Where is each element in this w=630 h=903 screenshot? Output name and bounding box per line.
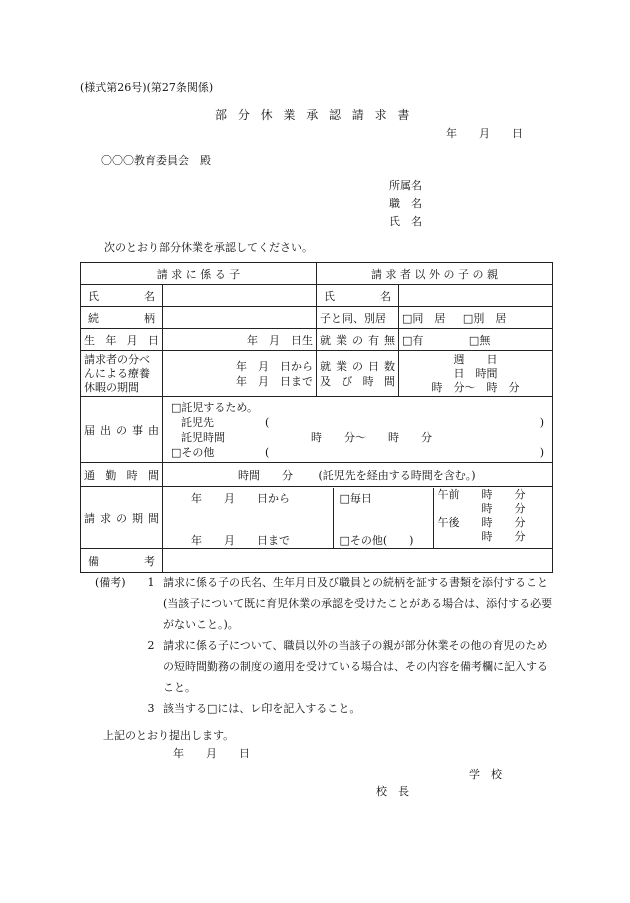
reason-other-close: ) [539, 445, 545, 459]
same-sep-label: 子と同、別居 [317, 307, 399, 329]
period-to: 年 月 日まで [191, 533, 290, 547]
form-number: (様式第26号)(第27条関係) [80, 81, 214, 94]
same-residence-checkbox[interactable]: □同 居 [402, 311, 446, 325]
reason-childcare-checkbox[interactable]: □託児するため。 [171, 400, 258, 414]
employment-label: 就業の有無 [320, 333, 396, 347]
remarks-field[interactable] [163, 549, 553, 573]
nursing-label-3: 休暇の期間 [84, 380, 139, 394]
work-days-field[interactable] [399, 351, 553, 397]
name-label: 氏 名 [389, 215, 422, 228]
reason-time-label: 託児時間 [181, 430, 225, 444]
reason-label: 届出の事由 [84, 423, 159, 437]
nursing-to: 年 月 日まで [236, 374, 314, 388]
work-days-time: 時 分〜 時 分 [431, 380, 520, 394]
am-time-1: 時 分 [481, 487, 526, 501]
commute-field[interactable] [163, 463, 553, 487]
principal-label: 校 長 [376, 785, 409, 798]
notes-label: (備考) [95, 576, 126, 589]
employment-no-checkbox[interactable]: □無 [468, 333, 491, 347]
nursing-label-2: んによる療養 [84, 366, 150, 380]
period-daily-checkbox[interactable]: □毎日 [339, 491, 372, 505]
note-text-1: 請求に係る子の氏名、生年月日及び職員との続柄を証する書類を添付すること(当該子について既に育児休業の承認を受けたことがある場合は、添付する必要がないこと。)。 [163, 576, 553, 631]
parent-name-field[interactable] [399, 285, 553, 307]
nursing-from: 年 月 日から [236, 359, 314, 373]
notes-section [95, 572, 557, 719]
reason-place-label: 託児先 [181, 415, 214, 429]
work-days-label-1: 就業の日数 [320, 359, 396, 373]
commute-note: (託児先を経由する時間を含む。) [318, 468, 476, 482]
period-times-field[interactable] [433, 488, 552, 548]
note-text-2: 請求に係る子について、職員以外の当該子の親が部分休業その他の育児のための短時間勤務の制度の適用を受けている場合は、その内容を備考欄に記入すること。 [163, 639, 548, 694]
period-subtable [163, 488, 552, 548]
work-days-day: 日 時間 [453, 366, 498, 380]
note-text-3: 該当する□には、レ印を記入すること。 [163, 702, 361, 715]
school-label: 学 校 [469, 768, 502, 781]
period-label: 請求の期間 [84, 511, 159, 525]
form-title: 部分休業承認請求書 [215, 108, 421, 122]
remarks-label: 備考 [88, 554, 155, 568]
commute-value: 時間 分 [238, 468, 293, 482]
relation-label: 続柄 [88, 311, 155, 325]
period-other-checkbox[interactable]: □その他( ) [339, 533, 414, 547]
child-name-field[interactable] [163, 285, 317, 307]
note-item: 2 請求に係る子について、職員以外の当該子の親が部分休業その他の育児のための短時間勤務の制度の適用を受けている場合は、その内容を備考欄に記入すること。 [139, 635, 557, 698]
reason-place-close: ) [539, 415, 545, 429]
pm-time-1: 時 分 [481, 515, 526, 529]
am-time-2: 時 分 [481, 501, 526, 515]
affiliation-label: 所属名 [389, 179, 422, 192]
note-item: 1 請求に係る子の氏名、生年月日及び職員との続柄を証する書類を添付すること(当該子について既に育児休業の承認を受けたことがある場合は、添付する必要がないこと。)。 [139, 572, 557, 635]
request-form-table [80, 262, 553, 573]
nursing-label-1: 請求者の分べ [84, 352, 150, 366]
reason-time-value: 時 分〜 時 分 [311, 430, 432, 444]
employment-yes-checkbox[interactable]: □有 [402, 333, 424, 347]
pm-label: 午後 [437, 515, 460, 529]
nursing-period-field[interactable] [163, 351, 317, 397]
date-line: 年 月 日 [446, 127, 523, 140]
work-days-week: 週 日 [453, 352, 498, 366]
note-item: 3 該当する□には、レ印を記入すること。 [139, 698, 557, 719]
relation-field[interactable] [163, 307, 317, 329]
child-header: 請 求 に 係 る 子 [81, 263, 317, 285]
birth-label: 生年月日 [84, 333, 159, 347]
reason-other-checkbox[interactable]: □その他 [171, 445, 215, 459]
reason-other-open: ( [265, 445, 270, 459]
addressee: 〇〇〇教育委員会 殿 [101, 154, 211, 167]
submit-text: 上記のとおり提出します。 [103, 729, 235, 742]
reason-place-open: ( [265, 415, 270, 429]
reason-field[interactable] [163, 397, 553, 463]
birth-field[interactable]: 年 月 日生 [163, 329, 317, 351]
parent-header: 請 求 者 以 外 の 子 の 親 [317, 263, 553, 285]
child-name-label: 氏名 [88, 289, 155, 303]
intro-text: 次のとおり部分休業を承認してください。 [104, 241, 313, 254]
footer-date-line: 年 月 日 [173, 747, 250, 760]
position-label: 職 名 [389, 197, 422, 210]
pm-time-2: 時 分 [481, 529, 526, 543]
work-days-label-2: 及び時間 [320, 374, 396, 388]
parent-name-label: 氏名 [324, 289, 392, 303]
period-from: 年 月 日から [191, 491, 290, 505]
am-label: 午前 [437, 487, 460, 501]
commute-label: 通勤時間 [84, 468, 159, 482]
separate-residence-checkbox[interactable]: □別 居 [462, 311, 507, 325]
period-dates-field[interactable] [163, 488, 333, 548]
